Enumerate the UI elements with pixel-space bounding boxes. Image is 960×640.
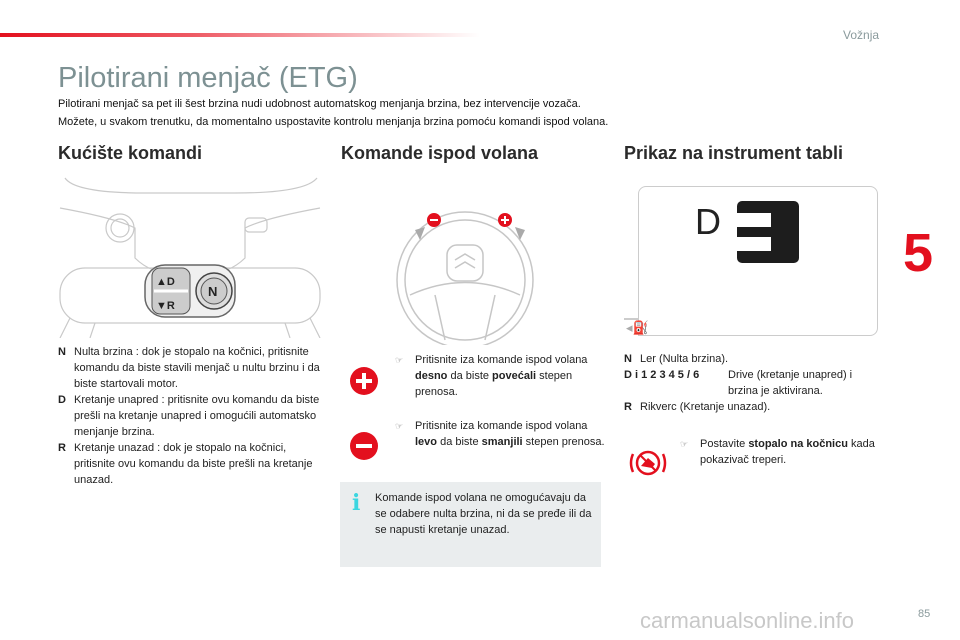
svg-text:▼R: ▼R <box>156 300 175 312</box>
svg-text:▲D: ▲D <box>156 276 175 288</box>
n-button-label: N <box>208 284 218 299</box>
control-box-legend <box>58 344 323 488</box>
minus-paddle-icon <box>350 432 378 460</box>
legend-item-n: N Ler (Nulta brzina). <box>624 353 729 365</box>
d-button-label: D <box>166 276 175 288</box>
fuel-icon: ◂⛽ <box>626 320 649 335</box>
steering-wheel-illustration <box>375 200 555 345</box>
pointer-bullet-icon: ☞ <box>680 439 689 449</box>
display-legend <box>624 351 884 415</box>
heading-instrument-display: Prikaz na instrument tabli <box>624 143 844 163</box>
display-gear-digit <box>737 201 799 263</box>
heading-steering-controls: Komande ispod volana <box>341 143 539 163</box>
legend-item-d: D i 1 2 3 4 5 / 6 Drive (kretanje unapred) i brzina je aktivirana. <box>624 369 853 397</box>
minus-paddle-instruction: ☞ Pritisnite iza komande ispod volana levo da biste smanjili stepen prenosa. <box>395 420 605 448</box>
intro-line: Možete, u svakom trenutku, da momentalno uspostavite kontrolu menjanja brzina pomoću komandi ispod volana. <box>58 116 609 128</box>
brake-foot-warning-icon <box>628 448 668 478</box>
page-title: Pilotirani menjač (ETG) <box>58 62 358 94</box>
legend-item-n: N Nulta brzina : dok je stopalo na kočnici, pritisnite komandu da biste stavili menjač u nultu brzinu i da biste startovali motor. <box>58 346 320 390</box>
control-box-illustration <box>55 168 325 338</box>
chapter-number: 5 <box>903 223 934 283</box>
legend-item-r: R Kretanje unazad : dok je stopalo na kočnici, pritisnite ovu komandu da biste prešli na kretanje unazad. <box>58 442 313 486</box>
instrument-display <box>638 186 878 336</box>
intro-line: Pilotirani menjač sa pet ili šest brzina nudi udobnost automatskog menjanja brzina, bez intervencije vozača. <box>58 98 581 110</box>
page-number: 85 <box>918 608 931 620</box>
brake-instruction: ☞ Postavite stopalo na kočnicu kada pokazivač treperi. <box>680 438 875 466</box>
legend-item-r: R Rikverc (Kretanje unazad). <box>624 401 771 413</box>
info-note <box>340 482 601 567</box>
plus-paddle-instruction: ☞ Pritisnite iza komande ispod volana desno da biste povećali stepen prenosa. <box>395 354 588 398</box>
section-name: Vožnja <box>843 28 880 42</box>
legend-item-d: D Kretanje unapred : pritisnite ovu komandu da biste prešli na kretanje unapred i omogućili automatsko menjanje brzina. <box>58 394 320 438</box>
info-text: Komande ispod volana ne omogućavaju da se odabere nulta brzina, ni da se pređe ili da se napusti kretanje unazad. <box>375 492 592 536</box>
plus-paddle-icon <box>350 367 378 395</box>
r-button-label: R <box>166 300 175 312</box>
watermark: carmanualsonline.info <box>640 608 855 633</box>
pointer-bullet-icon: ☞ <box>395 421 404 431</box>
pointer-bullet-icon: ☞ <box>395 355 404 365</box>
info-icon: i <box>352 490 361 516</box>
display-mode: D <box>695 201 721 242</box>
header-accent-line <box>0 33 480 37</box>
heading-control-box: Kućište komandi <box>58 143 203 163</box>
